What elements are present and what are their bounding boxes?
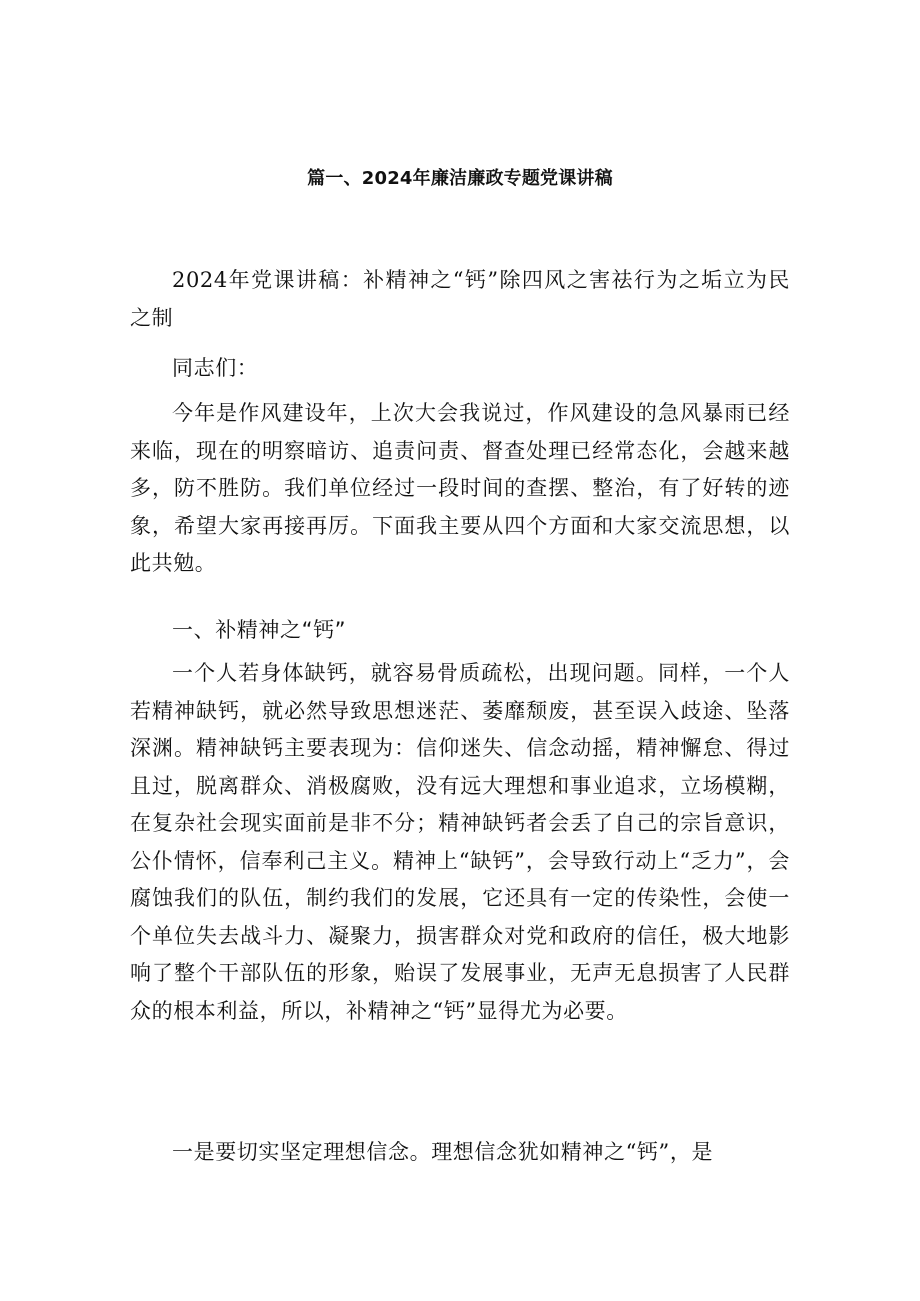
- section-body-block: [130, 655, 790, 1030]
- greeting: 同志们：: [172, 356, 259, 380]
- point-block: [130, 1134, 790, 1172]
- document-title: 篇一、2024年廉洁廉政专题党课讲稿: [307, 168, 613, 189]
- intro-block: [130, 395, 790, 583]
- intro-paragraph: 今年是作风建设年，上次大会我说过，作风建设的急风暴雨已经来临，现在的明察暗访、追责问责、督查处理已经常态化，会越来越多，防不胜防。我们单位经过一段时间的查摆、整治，有了好转的迹象，希望大家再接再厉。下面我主要从四个方面和大家交流思想，以此共勉。: [130, 401, 790, 575]
- greeting-block: [130, 350, 790, 388]
- lecture-subtitle-block: [130, 262, 790, 337]
- lecture-subtitle: 2024年党课讲稿：补精神之“钙”除四风之害祛行为之垢立为民之制: [130, 268, 790, 330]
- section-heading-block: [130, 612, 790, 650]
- section-paragraph: 一个人若身体缺钙，就容易骨质疏松，出现问题。同样，一个人若精神缺钙，就必然导致思想迷茫、萎靡颓废，甚至误入歧途、坠落深渊。精神缺钙主要表现为：信仰迷失、信念动摇，精神懈怠、得过且过，脱离群众、消极腐败，没有远大理想和事业追求，立场模糊，在复杂社会现实面前是非不分；精神缺钙者会丢了自己的宗旨意识，公仆情怀，信奉利己主义。精神上“缺钙”，会导致行动上“乏力”，会腐蚀我们的队伍，制约我们的发展，它还具有一定的传染性，会使一个单位失去战斗力、凝聚力，损害群众对党和政府的信任，极大地影响了整个干部队伍的形象，贻误了发展事业，无声无息损害了人民群众的根本利益，所以，补精神之“钙”显得尤为必要。: [130, 661, 790, 1023]
- section-heading: 一、补精神之“钙”: [172, 618, 347, 642]
- point-paragraph: 一是要切实坚定理想信念。理想信念犹如精神之“钙”，是: [172, 1140, 714, 1164]
